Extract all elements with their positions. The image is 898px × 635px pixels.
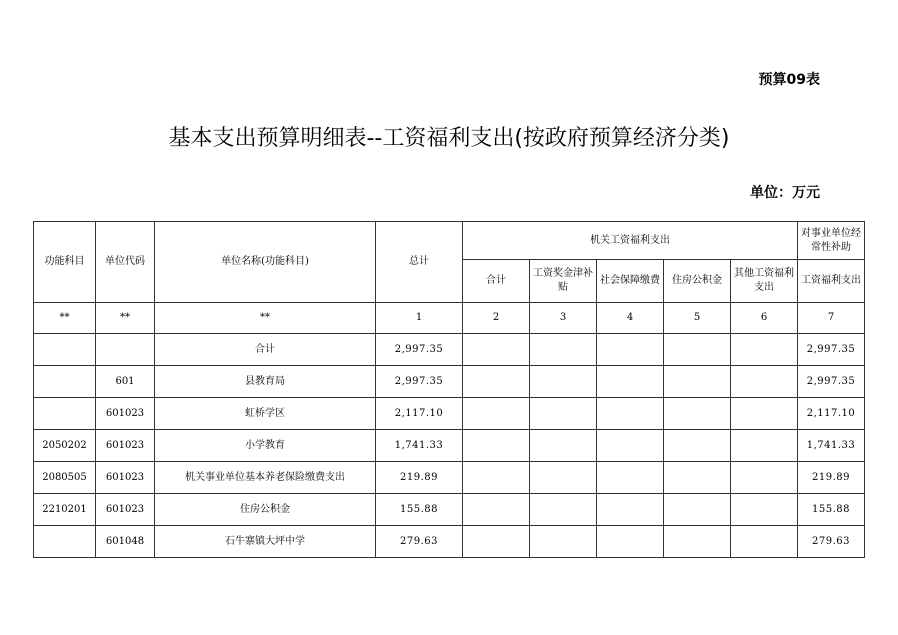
index-cell: 2 [463,303,530,334]
org-total-cell [463,494,530,526]
header-group-org: 机关工资福利支出 [463,222,798,260]
org-wage-cell [530,398,597,430]
org-total-cell [463,462,530,494]
total-cell: 279.63 [376,526,463,558]
index-cell: ** [96,303,155,334]
unit-name-cell: 住房公积金 [155,494,376,526]
subsidy-wage-cell: 1,741.33 [798,430,865,462]
unit-code-cell: 601023 [96,430,155,462]
subsidy-wage-cell: 2,997.35 [798,366,865,398]
org-other-cell [731,430,798,462]
org-total-cell [463,334,530,366]
org-total-cell [463,366,530,398]
index-cell: ** [34,303,96,334]
header-func-subject: 功能科目 [34,222,96,303]
unit-code-cell [96,334,155,366]
subsidy-wage-cell: 2,997.35 [798,334,865,366]
header-sub-wage: 工资奖金津补贴 [530,260,597,303]
org-housing-cell [664,462,731,494]
unit-name-cell: 合计 [155,334,376,366]
subsidy-wage-cell: 155.88 [798,494,865,526]
table-row [34,366,865,398]
index-cell: 3 [530,303,597,334]
unit-code-cell: 601023 [96,494,155,526]
header-unit-code: 单位代码 [96,222,155,303]
header-sub-social: 社会保障缴费 [597,260,664,303]
func-subject-cell: 2050202 [34,430,96,462]
total-cell: 1,741.33 [376,430,463,462]
org-wage-cell [530,430,597,462]
header-total: 总计 [376,222,463,303]
header-sub-housing: 住房公积金 [664,260,731,303]
budget-table [33,221,865,558]
header-sub-subsidy-wage: 工资福利支出 [798,260,865,303]
org-social-cell [597,398,664,430]
org-social-cell [597,462,664,494]
org-wage-cell [530,462,597,494]
index-cell: 1 [376,303,463,334]
total-cell: 219.89 [376,462,463,494]
index-cell: 4 [597,303,664,334]
org-housing-cell [664,494,731,526]
org-other-cell [731,494,798,526]
org-housing-cell [664,334,731,366]
org-other-cell [731,366,798,398]
org-other-cell [731,334,798,366]
org-other-cell [731,526,798,558]
page-title: 基本支出预算明细表--工资福利支出(按政府预算经济分类) [168,126,730,151]
unit-label: 单位：万元 [750,185,820,201]
table-row [34,398,865,430]
total-cell: 2,997.35 [376,366,463,398]
subsidy-wage-cell: 279.63 [798,526,865,558]
org-wage-cell [530,494,597,526]
header-group-subsidy: 对事业单位经常性补助 [798,222,865,260]
org-social-cell [597,366,664,398]
header-row-1 [34,222,865,260]
unit-code-cell: 601023 [96,462,155,494]
form-number: 预算09表 [758,72,820,88]
subsidy-wage-cell: 219.89 [798,462,865,494]
unit-name-cell: 小学教育 [155,430,376,462]
table-row [34,526,865,558]
index-cell: ** [155,303,376,334]
table-row [34,494,865,526]
subsidy-wage-cell: 2,117.10 [798,398,865,430]
header-sub-other: 其他工资福利支出 [731,260,798,303]
func-subject-cell [34,366,96,398]
total-cell: 155.88 [376,494,463,526]
org-wage-cell [530,526,597,558]
table-row [34,430,865,462]
header-sub-total: 合计 [463,260,530,303]
func-subject-cell [34,398,96,430]
header-unit-name: 单位名称(功能科目) [155,222,376,303]
index-cell: 7 [798,303,865,334]
org-housing-cell [664,430,731,462]
org-social-cell [597,334,664,366]
org-wage-cell [530,334,597,366]
org-wage-cell [530,366,597,398]
org-housing-cell [664,526,731,558]
unit-name-cell: 虹桥学区 [155,398,376,430]
func-subject-cell [34,334,96,366]
index-cell: 5 [664,303,731,334]
org-other-cell [731,398,798,430]
org-total-cell [463,430,530,462]
index-cell: 6 [731,303,798,334]
table-row [34,334,865,366]
unit-name-cell: 县教育局 [155,366,376,398]
org-total-cell [463,398,530,430]
unit-code-cell: 601 [96,366,155,398]
org-other-cell [731,462,798,494]
table-row [34,462,865,494]
org-total-cell [463,526,530,558]
index-row [34,303,865,334]
org-housing-cell [664,366,731,398]
func-subject-cell: 2080505 [34,462,96,494]
unit-name-cell: 机关事业单位基本养老保险缴费支出 [155,462,376,494]
func-subject-cell: 2210201 [34,494,96,526]
unit-code-cell: 601048 [96,526,155,558]
func-subject-cell [34,526,96,558]
org-housing-cell [664,398,731,430]
unit-name-cell: 石牛寨镇大坪中学 [155,526,376,558]
total-cell: 2,117.10 [376,398,463,430]
total-cell: 2,997.35 [376,334,463,366]
org-social-cell [597,526,664,558]
org-social-cell [597,494,664,526]
org-social-cell [597,430,664,462]
unit-code-cell: 601023 [96,398,155,430]
